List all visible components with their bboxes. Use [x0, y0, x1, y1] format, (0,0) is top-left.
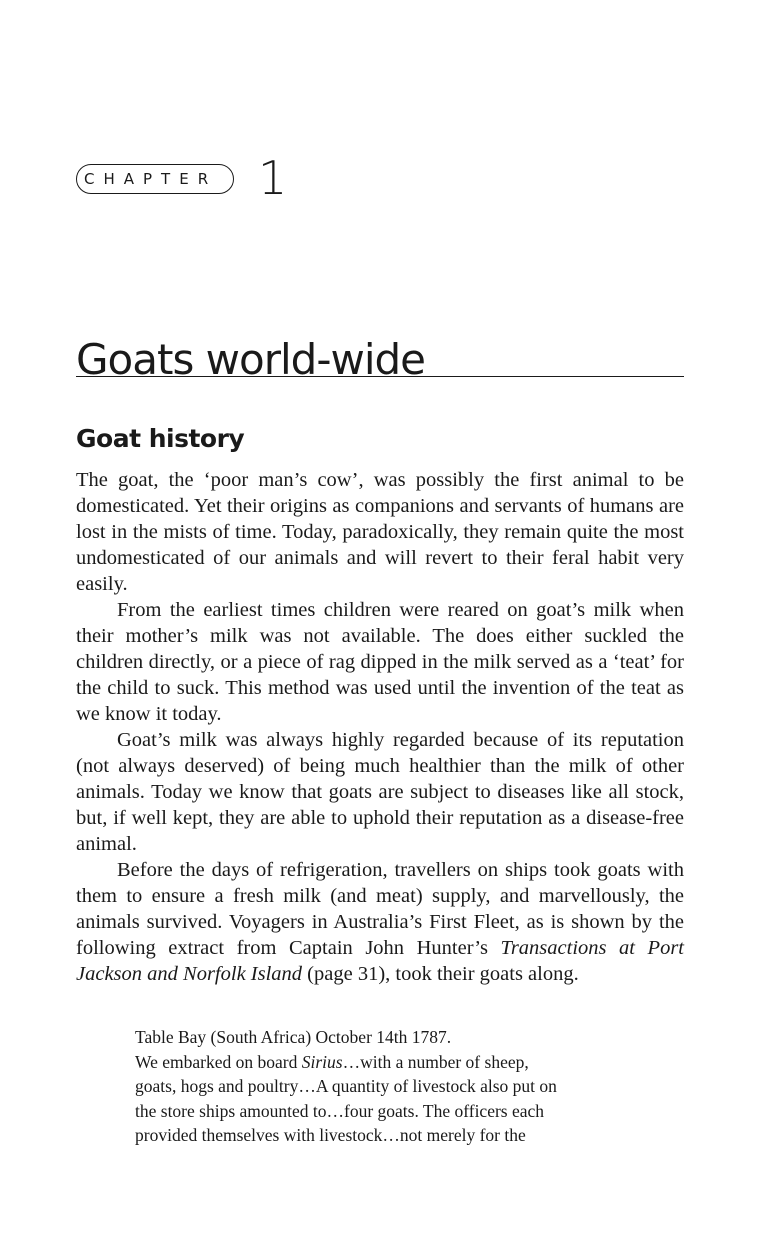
chapter-label: CHAPTER — [76, 164, 234, 194]
chapter-number: 1 — [258, 151, 288, 205]
quote-line: provided themselves with livestock…not merely for the — [135, 1125, 526, 1145]
section-heading: Goat history — [76, 424, 245, 453]
quote-line: the store ships amounted to…four goats. The officers each — [135, 1100, 545, 1121]
ship-name: Sirius — [301, 1051, 343, 1072]
paragraph-text: Before the days of refrigeration, travellers on ships took goats with them to ensure a fresh milk (and meat) supply, and marvellously, the animals survived. Voyagers in Australia’s First Fleet, as is shown by the following extract from Captain John Hunter’s — [76, 859, 684, 959]
paragraph-text: (page 31), took their goats along. — [302, 963, 579, 985]
body-text — [76, 467, 684, 987]
quote-line: goats, hogs and poultry…A quantity of livestock also put on — [135, 1076, 557, 1096]
paragraph: The goat, the ‘poor man’s cow’, was possibly the first animal to be domesticated. Yet their origins as companions and servants of humans are lost in the mists of time. Today, paradoxically, they remain quite the most undomesticated of our animals and will revert to their feral habit very easily. — [76, 469, 684, 595]
book-title: Transactions at Port Jackson and Norfolk Island — [76, 937, 684, 985]
block-quote — [135, 1025, 635, 1148]
paragraph: From the earliest times children were reared on goat’s milk when their mother’s milk was not available. The does either suckled the children directly, or a piece of rag dipped in the milk served as a ‘teat’ for the child to suck. This method was used until the invention of the teat as we know it today. — [76, 599, 684, 725]
quote-line: Table Bay (South Africa) October 14th 1787. — [135, 1027, 452, 1047]
chapter-title: Goats world-wide — [76, 335, 425, 384]
paragraph: Goat’s milk was always highly regarded because of its reputation (not always deserved) of being much healthier than the milk of other animals. Today we know that goats are subject to diseases like all stock, but, if well kept, they are able to uphold their reputation as a disease-free animal. — [76, 729, 684, 855]
quote-line — [135, 1050, 635, 1075]
paragraph — [76, 857, 684, 987]
quote-text: We embarked on board — [135, 1051, 302, 1072]
chapter-title-block — [76, 332, 684, 384]
quote-text: …with a number of sheep, — [342, 1051, 529, 1072]
